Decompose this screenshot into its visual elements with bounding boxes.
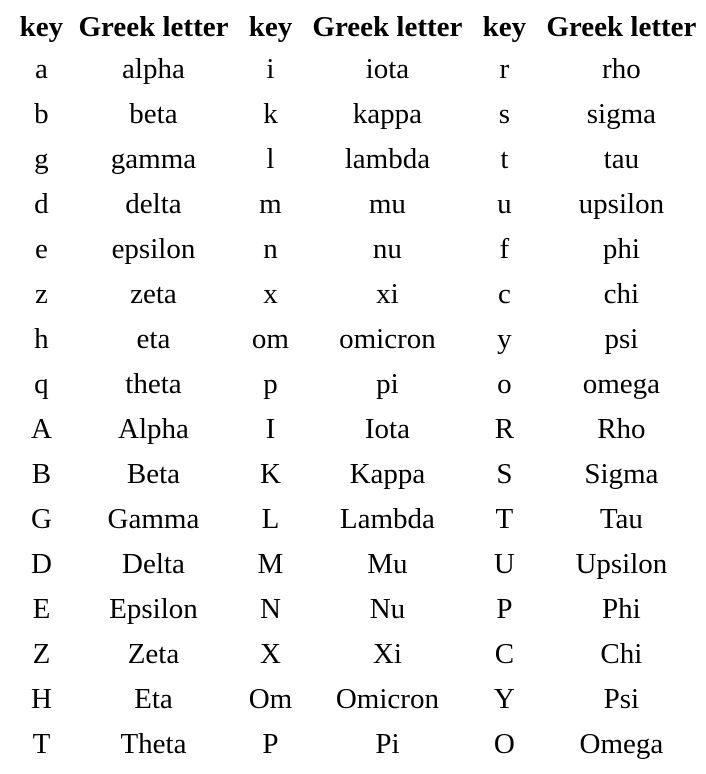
greek-letter-cell: kappa bbox=[352, 98, 423, 130]
table-row bbox=[14, 632, 706, 677]
key-cell: P bbox=[262, 728, 279, 760]
greek-letter-cell: Rho bbox=[597, 413, 646, 445]
greek-letter-cell: Upsilon bbox=[575, 548, 668, 580]
key-cell: e bbox=[34, 233, 48, 265]
key-cell: P bbox=[496, 593, 513, 625]
table-row bbox=[14, 182, 706, 227]
greek-letter-cell: epsilon bbox=[111, 233, 196, 265]
header-key: key bbox=[248, 11, 293, 43]
table-header bbox=[14, 8, 706, 47]
table-row bbox=[14, 272, 706, 317]
greek-letter-cell: eta bbox=[136, 323, 171, 355]
key-cell: A bbox=[30, 413, 52, 445]
table-body bbox=[14, 47, 706, 767]
key-cell: k bbox=[263, 98, 278, 130]
key-cell: T bbox=[495, 503, 514, 535]
table-row bbox=[14, 452, 706, 497]
table-row bbox=[14, 92, 706, 137]
greek-letter-cell: Delta bbox=[122, 548, 185, 580]
key-cell: y bbox=[497, 323, 512, 355]
key-cell: s bbox=[498, 98, 511, 130]
key-cell: i bbox=[266, 53, 275, 85]
greek-letter-cell: psi bbox=[604, 323, 639, 355]
table-row bbox=[14, 407, 706, 452]
key-cell: G bbox=[30, 503, 52, 535]
greek-letter-cell: lambda bbox=[344, 143, 431, 175]
key-cell: u bbox=[497, 188, 512, 220]
greek-letter-cell: iota bbox=[365, 53, 410, 85]
table-row bbox=[14, 47, 706, 92]
greek-letter-cell: omicron bbox=[339, 323, 436, 355]
greek-letter-cell: Tau bbox=[599, 503, 643, 535]
greek-letter-cell: Epsilon bbox=[109, 593, 198, 625]
greek-letter-cell: Sigma bbox=[584, 458, 659, 490]
greek-letter-key-table bbox=[14, 8, 706, 767]
key-cell: S bbox=[496, 458, 513, 490]
key-cell: d bbox=[34, 188, 49, 220]
key-cell: z bbox=[34, 278, 48, 310]
greek-letter-cell: upsilon bbox=[578, 188, 665, 220]
greek-letter-cell: beta bbox=[129, 98, 178, 130]
header-key: key bbox=[19, 11, 64, 43]
greek-letter-cell: omega bbox=[582, 368, 661, 400]
key-cell: l bbox=[266, 143, 275, 175]
key-cell: Om bbox=[248, 683, 293, 715]
greek-letter-cell: xi bbox=[376, 278, 399, 310]
greek-letter-cell: Pi bbox=[375, 728, 400, 760]
greek-letter-cell: Lambda bbox=[339, 503, 435, 535]
table-row bbox=[14, 227, 706, 272]
key-cell: T bbox=[32, 728, 51, 760]
key-cell: D bbox=[30, 548, 52, 580]
greek-letter-cell: phi bbox=[602, 233, 640, 265]
greek-letter-cell: nu bbox=[372, 233, 402, 265]
greek-letter-cell: pi bbox=[376, 368, 399, 400]
table-row bbox=[14, 677, 706, 722]
greek-letter-cell: Psi bbox=[603, 683, 640, 715]
key-cell: t bbox=[500, 143, 509, 175]
key-cell: X bbox=[259, 638, 281, 670]
key-cell: Y bbox=[493, 683, 515, 715]
key-cell: C bbox=[494, 638, 515, 670]
greek-letter-cell: mu bbox=[368, 188, 406, 220]
greek-letter-cell: Phi bbox=[602, 593, 641, 625]
greek-letter-cell: Kappa bbox=[349, 458, 426, 490]
key-cell: h bbox=[34, 323, 49, 355]
key-cell: f bbox=[499, 233, 510, 265]
greek-letter-cell: delta bbox=[125, 188, 182, 220]
greek-letter-cell: Gamma bbox=[107, 503, 200, 535]
key-cell: p bbox=[263, 368, 278, 400]
table-row bbox=[14, 317, 706, 362]
key-cell: n bbox=[263, 233, 278, 265]
key-cell: r bbox=[499, 53, 510, 85]
key-cell: q bbox=[34, 368, 49, 400]
header-row bbox=[14, 8, 706, 47]
greek-letter-cell: alpha bbox=[122, 53, 185, 85]
greek-letter-cell: Nu bbox=[369, 593, 406, 625]
key-cell: m bbox=[259, 188, 282, 220]
table-row bbox=[14, 497, 706, 542]
table-row bbox=[14, 722, 706, 767]
greek-letter-cell: Eta bbox=[134, 683, 173, 715]
key-cell: c bbox=[497, 278, 511, 310]
greek-letter-cell: tau bbox=[603, 143, 640, 175]
greek-letter-cell: Alpha bbox=[118, 413, 189, 445]
table-row bbox=[14, 362, 706, 407]
key-cell: g bbox=[34, 143, 49, 175]
table-row bbox=[14, 542, 706, 587]
key-cell: K bbox=[259, 458, 281, 490]
greek-letter-cell: Omega bbox=[579, 728, 664, 760]
key-cell: H bbox=[30, 683, 52, 715]
key-cell: I bbox=[265, 413, 276, 445]
greek-letter-cell: rho bbox=[602, 53, 641, 85]
key-cell: o bbox=[497, 368, 512, 400]
greek-letter-cell: Beta bbox=[126, 458, 181, 490]
header-key: key bbox=[482, 11, 527, 43]
table-row bbox=[14, 587, 706, 632]
header-greek-letter: Greek letter bbox=[78, 11, 229, 43]
greek-letter-cell: zeta bbox=[130, 278, 177, 310]
key-cell: om bbox=[251, 323, 289, 355]
greek-letter-cell: chi bbox=[603, 278, 640, 310]
greek-letter-cell: Mu bbox=[367, 548, 408, 580]
greek-letter-cell: Zeta bbox=[127, 638, 180, 670]
key-cell: L bbox=[261, 503, 280, 535]
greek-letter-cell: sigma bbox=[586, 98, 657, 130]
greek-letter-cell: Theta bbox=[120, 728, 187, 760]
key-cell: B bbox=[31, 458, 52, 490]
key-cell: x bbox=[263, 278, 278, 310]
key-cell: N bbox=[259, 593, 281, 625]
greek-letter-cell: Iota bbox=[364, 413, 410, 445]
greek-letter-cell: Omicron bbox=[335, 683, 439, 715]
key-cell: b bbox=[34, 98, 49, 130]
header-greek-letter: Greek letter bbox=[312, 11, 463, 43]
key-cell: M bbox=[257, 548, 284, 580]
table-row bbox=[14, 137, 706, 182]
key-cell: O bbox=[493, 728, 515, 760]
key-cell: U bbox=[493, 548, 515, 580]
greek-letter-cell: gamma bbox=[110, 143, 197, 175]
greek-letter-cell: Xi bbox=[372, 638, 402, 670]
key-cell: E bbox=[32, 593, 51, 625]
greek-letter-cell: Chi bbox=[600, 638, 643, 670]
key-cell: R bbox=[494, 413, 515, 445]
greek-letter-cell: theta bbox=[125, 368, 182, 400]
header-greek-letter: Greek letter bbox=[546, 11, 697, 43]
key-cell: a bbox=[34, 53, 48, 85]
key-cell: Z bbox=[32, 638, 51, 670]
